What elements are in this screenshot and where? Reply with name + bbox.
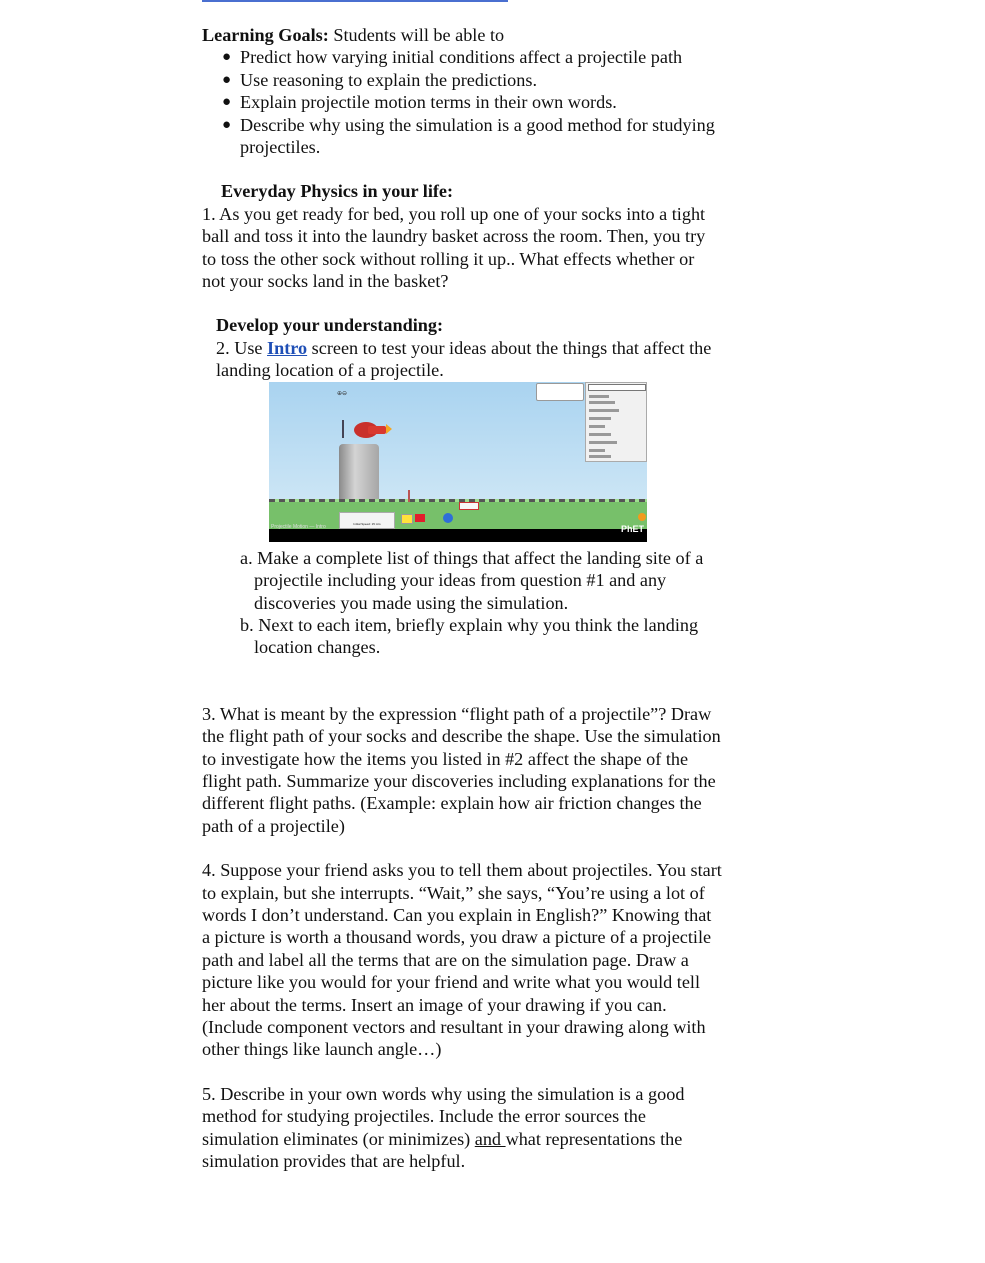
- everyday-physics-heading: Everyday Physics in your life:: [221, 181, 454, 202]
- goal-item: ● Describe why using the simulation is a good method for studying projectiles.: [202, 114, 722, 159]
- initial-speed-slider: Initial Speed: 15 m/s: [339, 512, 395, 529]
- simulation-screenshot: [269, 382, 647, 542]
- toolbox-icon: [536, 383, 584, 401]
- learning-goals-label: Learning Goals:: [202, 25, 329, 45]
- cannon-icon: [352, 420, 392, 438]
- learning-goals-list: [202, 46, 722, 158]
- sim-nav-bar: [269, 524, 647, 542]
- intro-link[interactable]: Intro: [267, 337, 308, 358]
- question-2b: b. Next to each item, briefly explain why you think the landing location changes.: [240, 614, 699, 658]
- zoom-icon: ⊕⊖: [337, 390, 348, 397]
- measuring-tape-icon: [459, 502, 479, 510]
- question-2-subitems: [202, 547, 722, 659]
- settings-panel: [585, 382, 647, 462]
- learning-goals-intro: Learning Goals: Students will be able to: [202, 25, 505, 45]
- fire-button: [443, 513, 453, 523]
- target-person-icon: [407, 490, 411, 502]
- goal-item: ● Predict how varying initial conditions affect a projectile path: [202, 46, 722, 68]
- question-2a: a. Make a complete list of things that affect the landing site of a projectile including your ideas from question #1 and any discoveries you made using the simulation.: [240, 547, 704, 613]
- goal-item: ● Use reasoning to explain the predictions.: [202, 69, 722, 91]
- phet-logo: PhET: [620, 524, 644, 535]
- sim-title: Projectile Motion — Intro: [271, 524, 326, 531]
- eraser-button: [401, 514, 413, 524]
- reset-button: [415, 514, 425, 522]
- top-link-underline: [202, 0, 508, 2]
- question-2: 2. Use Intro screen to test your ideas about the things that affect the landing location of a projectile.: [216, 337, 712, 381]
- person-icon: [341, 420, 345, 438]
- question-3: 3. What is meant by the expression “flight path of a projectile”? Draw the flight path of your socks and describe the shape. Use the simulation to investigate how the items you listed in #2 affect the shape of the flight path. Summarize your discoveries including explanations for the different flight paths. (Example: explain how air friction changes the path of a projectile): [202, 703, 721, 836]
- projectile-select: [588, 384, 646, 391]
- goal-item: ● Explain projectile motion terms in their own words.: [202, 91, 722, 113]
- worksheet: [202, 24, 722, 1172]
- question-4: 4. Suppose your friend asks you to tell them about projectiles. You start to explain, but she interrupts. “Wait,” she says, “You’re using a lot of words I don’t understand. Can you explain in English?” Knowing that a picture is worth a thousand words, you draw a picture of a projectile path and label all the terms that are on the simulation page. Draw a picture like you would for your friend and write what you would tell her about the terms. Insert an image of your drawing if you can. (Include component vectors and resultant in your drawing along with other things like launch angle…): [202, 860, 722, 1060]
- tower: [339, 444, 379, 505]
- question-1: 1. As you get ready for bed, you roll up one of your socks into a tight ball and toss it into the laundry basket across the room. Then, you try to toss the other sock without rolling it up.. What effects whether or not your socks land in the basket?: [202, 203, 706, 292]
- question-5: 5. Describe in your own words why using the simulation is a good method for studying projectiles. Include the error sources the simulation eliminates (or minimizes) and what representations the simulation provides that are helpful.: [202, 1083, 685, 1172]
- develop-understanding-heading: Develop your understanding:: [216, 315, 444, 336]
